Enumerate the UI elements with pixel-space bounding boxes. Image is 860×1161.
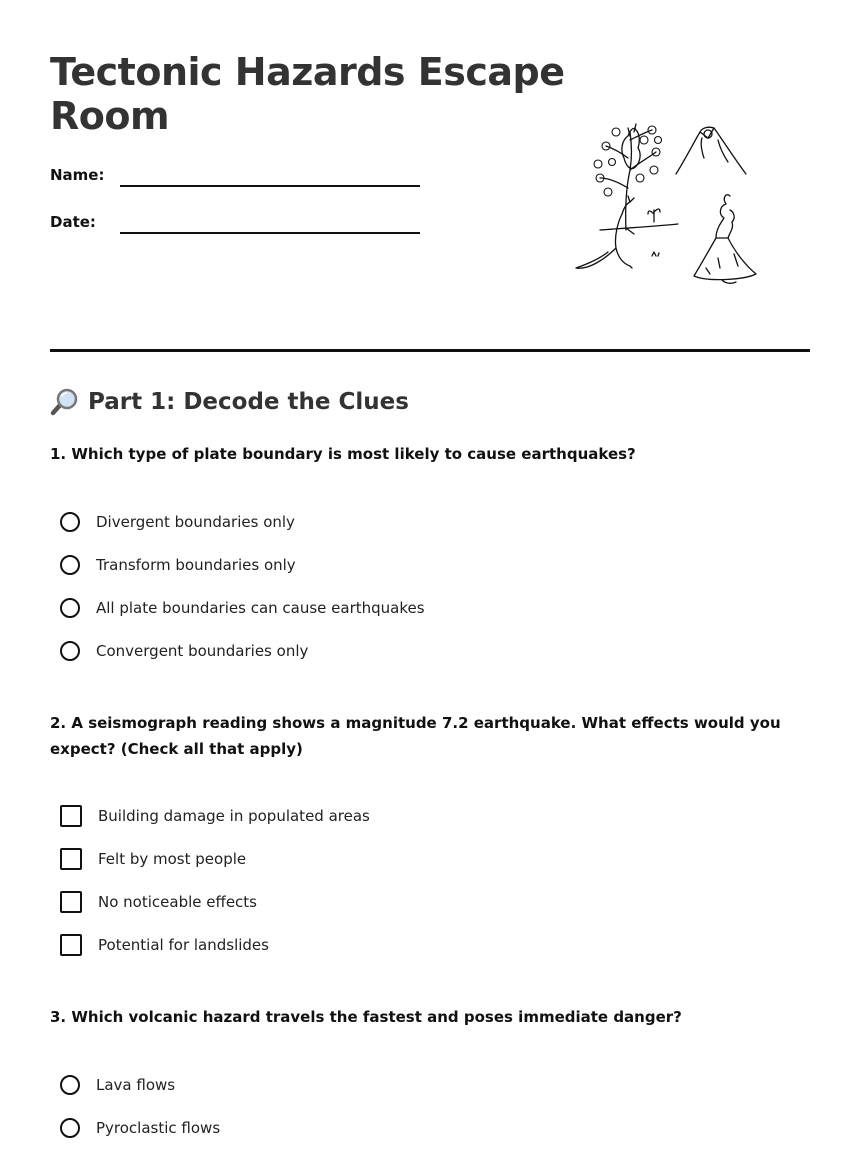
option-label: Pyroclastic flows: [96, 1119, 221, 1137]
checkbox[interactable]: [60, 848, 82, 870]
q1-option-3[interactable]: [60, 595, 425, 621]
question-2: 2. A seismograph reading shows a magnitude 7.2 earthquake. What effects would you expect? (Check all that apply): [50, 714, 781, 758]
option-label: Divergent boundaries only: [96, 513, 295, 531]
option-label: Transform boundaries only: [96, 556, 296, 574]
option-label: Felt by most people: [98, 850, 247, 868]
name-label: Name:: [50, 166, 105, 184]
date-field: [50, 213, 430, 237]
question-1: 1. Which type of plate boundary is most likely to cause earthquakes?: [50, 445, 636, 463]
q1-option-4[interactable]: [60, 638, 308, 664]
checkbox[interactable]: [60, 934, 82, 956]
q2-option-2[interactable]: [60, 846, 246, 872]
checkbox[interactable]: [60, 805, 82, 827]
option-label: All plate boundaries can cause earthquakes: [96, 599, 425, 617]
q3-option-1[interactable]: [60, 1072, 175, 1098]
kangaroo-volcano-illustration: [568, 118, 764, 288]
option-label: Potential for landslides: [98, 936, 269, 954]
name-field: [50, 166, 430, 190]
option-label: Convergent boundaries only: [96, 642, 309, 660]
radio-button[interactable]: [60, 555, 80, 575]
header-divider: [50, 349, 810, 352]
name-write-line[interactable]: [120, 185, 420, 187]
worksheet-title: Tectonic Hazards Escape Room: [50, 50, 565, 138]
q2-option-3[interactable]: [60, 889, 257, 915]
part1-heading-text: Part 1: Decode the Clues: [88, 389, 409, 415]
part1-heading: [50, 388, 409, 416]
radio-button[interactable]: [60, 598, 80, 618]
radio-button[interactable]: [60, 1075, 80, 1095]
option-label: Building damage in populated areas: [98, 807, 370, 825]
q1-option-1[interactable]: [60, 509, 295, 535]
checkbox[interactable]: [60, 891, 82, 913]
option-label: Lava flows: [96, 1076, 176, 1094]
radio-button[interactable]: [60, 1118, 80, 1138]
question-3: 3. Which volcanic hazard travels the fastest and poses immediate danger?: [50, 1008, 682, 1026]
q3-option-2[interactable]: [60, 1115, 220, 1141]
radio-button[interactable]: [60, 512, 80, 532]
q2-option-1[interactable]: [60, 803, 370, 829]
q2-option-4[interactable]: [60, 932, 269, 958]
date-write-line[interactable]: [120, 232, 420, 234]
magnifying-glass-icon: [50, 388, 80, 416]
date-label: Date:: [50, 213, 96, 231]
radio-button[interactable]: [60, 641, 80, 661]
option-label: No noticeable effects: [98, 893, 257, 911]
q1-option-2[interactable]: [60, 552, 296, 578]
